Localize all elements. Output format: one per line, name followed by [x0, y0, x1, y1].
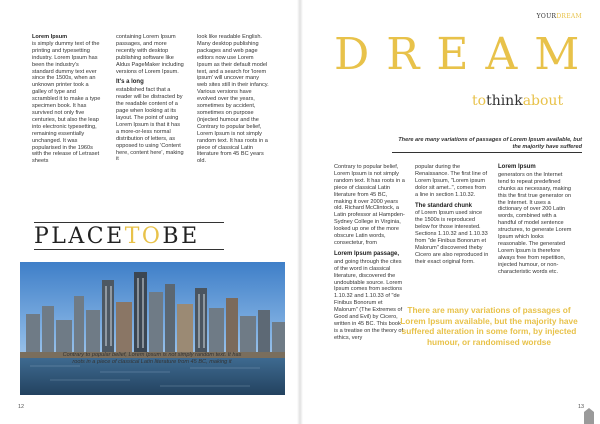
right-text-column-1 — [334, 164, 406, 346]
column-body: look like readable English. Many desktop publishing packages and web page editors now use Lorem Ipsum as their default model text, and a search for 'lorem ipsum' will uncover many web sites still in their infancy. Various versions have evolved over the years, sometimes by accident, sometimes on purpose (injected humour and the Contrary to popular belief, Lorem Ipsum is not simply random text. It has roots in a piece of classical Latin literature from 45 BC years old. — [197, 34, 269, 165]
column-body: of Lorem Ipsum used since the 1500s is reproduced below for those interested. Sections 1.10.32 and 1.10.33 from "de Finibus Bonorum et Malorum" discovered theby Cicero are also reproduced in their exact original form. — [415, 210, 489, 265]
right-text-column-3 — [498, 164, 574, 280]
title-rule-bottom — [34, 249, 224, 250]
page-number-right: 13 — [578, 404, 585, 410]
subtitle-part: about — [522, 93, 564, 109]
column-body: Contrary to popular belief, Lorem Ipsum is not simply random text. It has roots in a piece of classical Latin literature from 45 BC, making it over 2000 years old. Richard McClintock, a Latin professor at Hampden-Sydney College in Virginia, looked up one of the more obscure Latin words, consectetur, from — [334, 164, 405, 246]
photo-caption: Contrary to popular belief, Lorem Ipsum is not simply random text. It has roots in a piece of classical Latin literature from 45 BC, making it — [62, 352, 242, 365]
dream-title: DREAM — [334, 29, 597, 80]
column-body: containing Lorem Ipsum passages, and more recently with desktop publishing software like Aldus PageMaker including versions of Lorem Ipsum. — [116, 34, 184, 75]
subtitle-dark-part: think — [486, 93, 523, 109]
column-heading: The standard chunk — [415, 202, 473, 209]
right-text-column-2 — [415, 164, 489, 270]
column-heading: Lorem Ipsum — [498, 164, 536, 170]
column-lead: Lorem Ipsum — [32, 34, 68, 40]
column-body: established fact that a reader will be distracted by the readable content of a page when looking at its layout. The point of using Lorem Ipsum is that it has a more-or-less normal distribution of letters, as opposed to using 'Content here, content here', making it — [116, 87, 184, 163]
pull-quote-large: There are many variations of passages of Lorem Ipsum available, but the majority have suffered alteration in some form, by injected humour, or randomised wordse — [400, 305, 578, 347]
column-body: and going through the cites of the word in classical literature, discovered the undoubtable source. Lorem Ipsum comes from sections 1.10.32 and 1.10.33 of "de Finibus Bonorum et Malorum" (The Extremes of Good and Evil) by Cicero, written in 45 BC. This book is a treatise on the theory of ethics, very — [334, 258, 404, 341]
column-body: generators on the Internet tend to repeat predefined chunks as necessary, making this the first true generator on the Internet. It uses a dictionary of over 200 Latin words, combined with a handful of model sentence structures, to generate Lorem Ipsum which looks reasonable. The generated Lorem Ipsum is therefore always free from repetition, injected humour, or non-characteristic words etc. — [498, 171, 572, 275]
page-curl-icon — [582, 406, 596, 424]
header-part: YOUR — [536, 13, 557, 20]
left-text-column-3 — [197, 34, 269, 169]
left-text-column-2 — [116, 34, 184, 167]
header-accent: DREAM — [556, 13, 582, 20]
title-rule-top — [34, 222, 224, 223]
pull-quote-top: There are many variations of passages of Lorem Ipsum available, but the majority have suffered — [398, 137, 582, 150]
subtitle-part: to — [472, 93, 487, 109]
pull-quote-rule — [392, 152, 582, 153]
title-accent: TO — [124, 224, 163, 249]
place-to-be-title — [34, 224, 224, 249]
column-heading: Lorem Ipsum passage, — [334, 250, 400, 257]
title-part: PLACE — [34, 224, 125, 249]
subtitle — [472, 93, 563, 109]
column-body: popular during the Renaissance. The first line of Lorem Ipsum, "Lorem ipsum dolor sit amet..", comes from a line in section 1.10.32. — [415, 164, 488, 198]
left-text-column-1 — [32, 34, 102, 169]
column-body: is simply dummy text of the printing and typesetting industry. Lorem Ipsum has been the industry's standard dummy text ever since the 1500s, when an unknown printer took a galley of type and scrambled it to make a type specimen book. It has survived not only five centuries, but also the leap into electronic typesetting, remaining essentially unchanged. It was popularised in the 1960s with the release of Letraset sheets — [32, 40, 101, 165]
title-part: BE — [162, 224, 200, 249]
right-page — [300, 0, 600, 424]
page-gutter — [297, 0, 303, 424]
city-skyline-photo — [20, 262, 285, 395]
column-heading: It's a long — [116, 79, 144, 86]
page-number-left: 12 — [18, 404, 25, 410]
running-header — [537, 13, 582, 20]
